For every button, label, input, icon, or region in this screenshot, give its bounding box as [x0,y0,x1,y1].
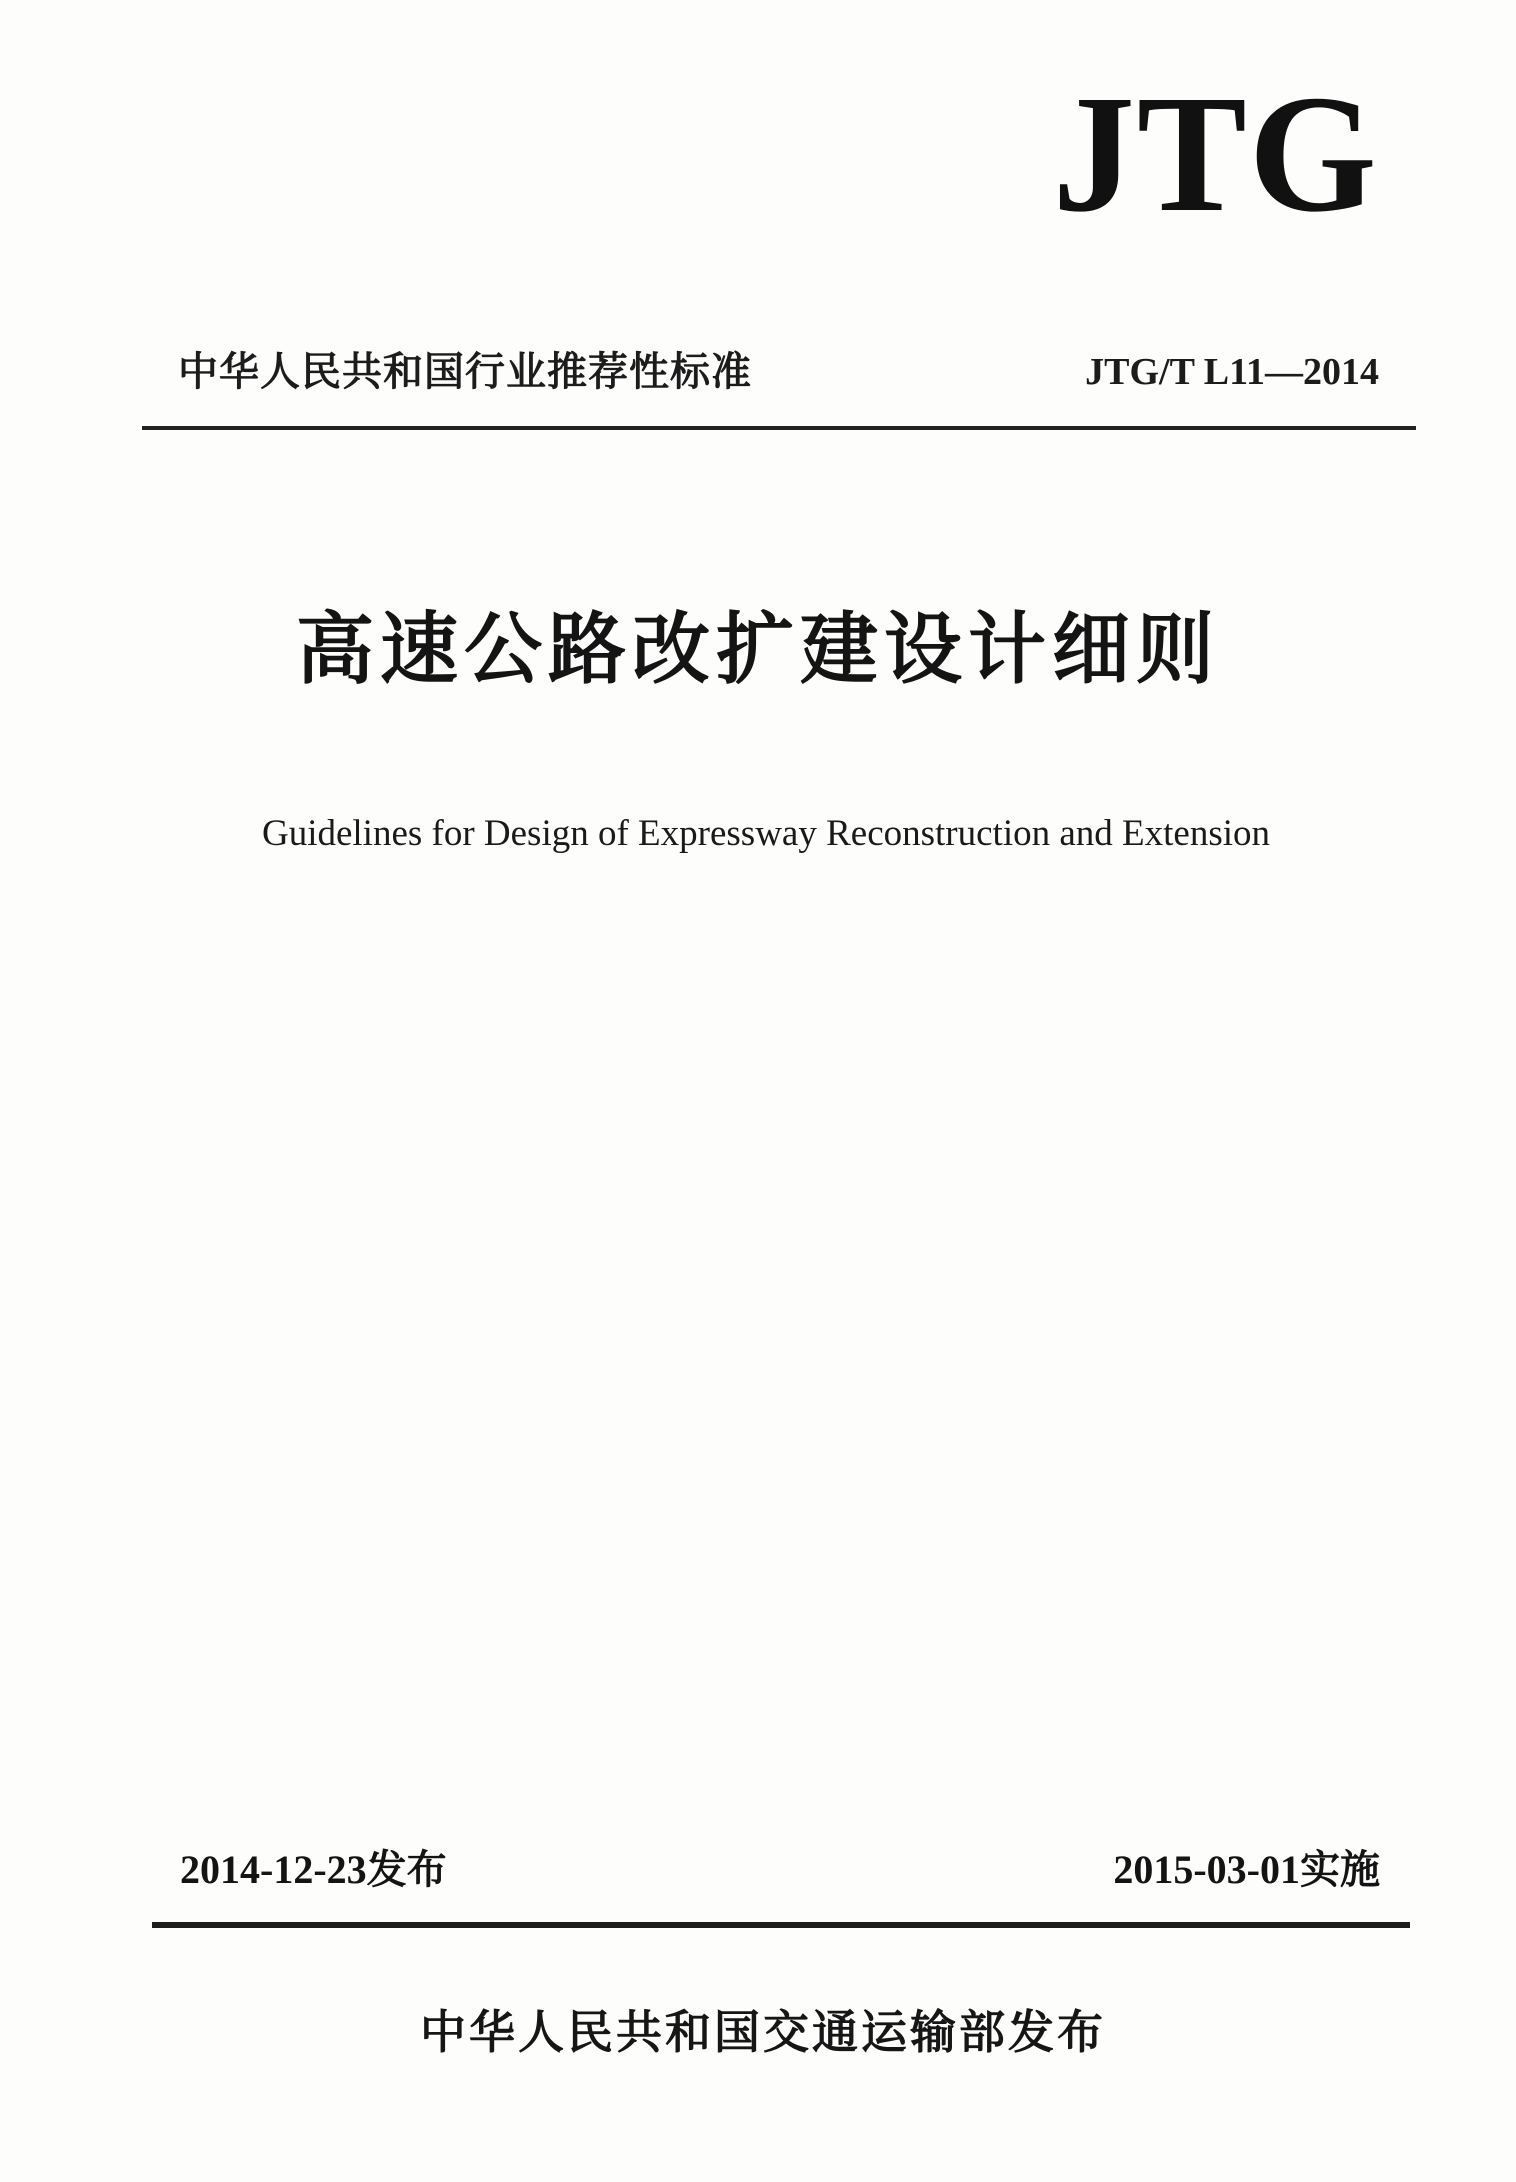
category-row [178,342,1379,402]
jtg-logo: JTG [1052,61,1379,247]
date-row [180,1840,1380,1900]
bottom-divider [152,1922,1410,1928]
title-chinese: 高速公路改扩建设计细则 [295,604,1220,695]
standard-category: 中华人民共和国行业推荐性标准 [178,349,752,395]
publisher: 中华人民共和国交通运输部发布 [420,2005,1106,2059]
top-divider [142,426,1416,430]
title-english: Guidelines for Design of Expressway Reconstruction and Extension [261,813,1271,854]
effective-date: 2015-03-01实施 [1113,1847,1380,1892]
standard-code: JTG/T L11—2014 [1085,351,1379,393]
issue-date: 2014-12-23发布 [180,1847,447,1892]
